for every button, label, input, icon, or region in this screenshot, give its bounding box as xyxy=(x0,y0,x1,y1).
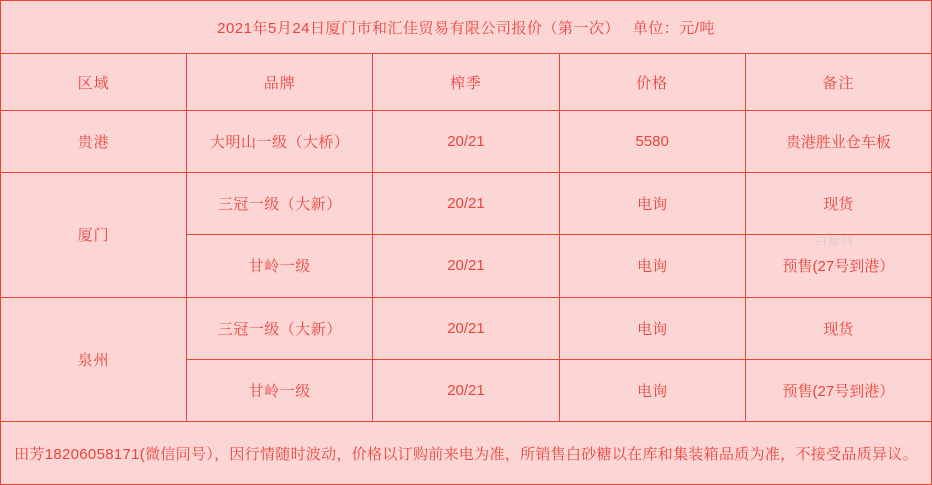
cell-note: 预售(27号到港） xyxy=(745,235,931,297)
column-header-region: 区域 xyxy=(1,54,187,111)
cell-note: 现货 xyxy=(745,173,931,235)
cell-season: 20/21 xyxy=(373,297,559,359)
cell-brand: 甘岭一级 xyxy=(187,235,373,297)
table-row xyxy=(1,297,932,359)
cell-region: 泉州 xyxy=(1,297,187,421)
cell-brand: 大明山一级（大桥） xyxy=(187,111,373,173)
cell-price: 5580 xyxy=(559,111,745,173)
cell-price: 电询 xyxy=(559,235,745,297)
cell-brand: 三冠一级（大新） xyxy=(187,173,373,235)
cell-region: 贵港 xyxy=(1,111,187,173)
cell-brand: 甘岭一级 xyxy=(187,359,373,421)
cell-note: 现货 xyxy=(745,297,931,359)
column-header-brand: 品牌 xyxy=(187,54,373,111)
cell-price: 电询 xyxy=(559,173,745,235)
title-row xyxy=(1,1,932,54)
cell-price: 电询 xyxy=(559,359,745,421)
column-header-note: 备注 xyxy=(745,54,931,111)
cell-price: 电询 xyxy=(559,297,745,359)
cell-season: 20/21 xyxy=(373,235,559,297)
column-header-season: 榨季 xyxy=(373,54,559,111)
footer-row xyxy=(1,422,932,485)
cell-brand: 三冠一级（大新） xyxy=(187,297,373,359)
cell-note: 预售(27号到港） xyxy=(745,359,931,421)
cell-season: 20/21 xyxy=(373,111,559,173)
page-title: 2021年5月24日厦门市和汇佳贸易有限公司报价（第一次） 单位：元/吨 xyxy=(1,1,932,54)
cell-season: 20/21 xyxy=(373,359,559,421)
table-header-row xyxy=(1,54,932,111)
column-header-price: 价格 xyxy=(559,54,745,111)
watermark-label: 白糖网 xyxy=(814,234,854,248)
cell-region: 厦门 xyxy=(1,173,187,297)
cell-note: 贵港胜业仓车板 xyxy=(745,111,931,173)
cell-season: 20/21 xyxy=(373,173,559,235)
table-row xyxy=(1,111,932,173)
footer-note: 田芳18206058171(微信同号），因行情随时波动，价格以订购前来电为准，所销售白砂糖以在库和集装箱品质为准，不接受品质异议。 xyxy=(1,422,932,485)
table-row xyxy=(1,173,932,235)
